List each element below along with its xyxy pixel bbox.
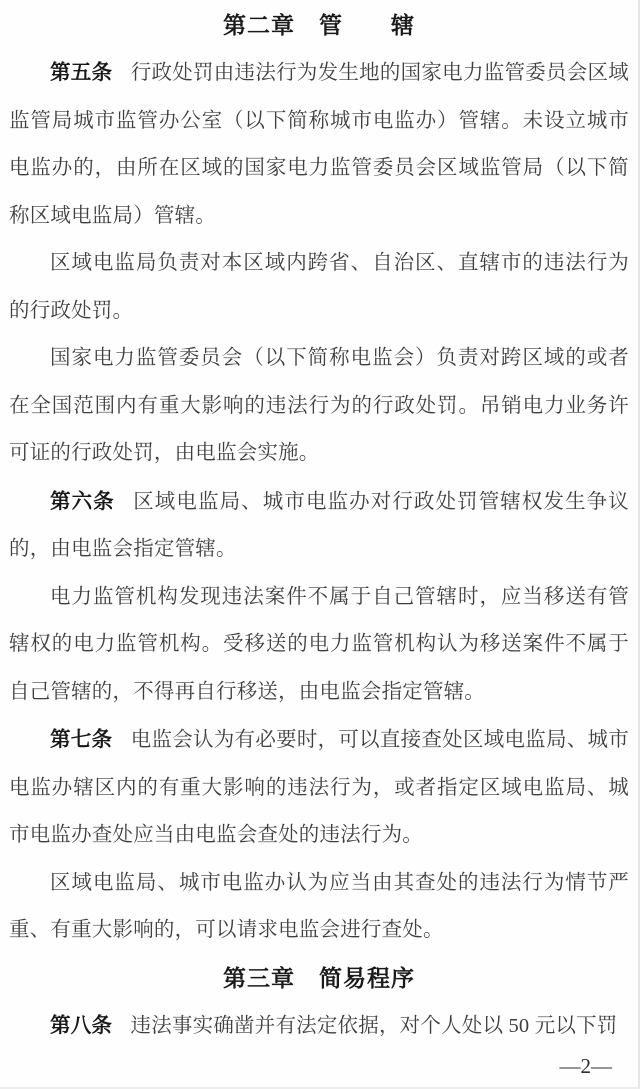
article-8-number: 第八条 bbox=[50, 1013, 113, 1037]
article-5-number: 第五条 bbox=[50, 61, 113, 84]
article-7-number: 第七条 bbox=[50, 728, 113, 751]
paragraph-case-transfer-text: 电力监管机构发现违法案件不属于自己管辖时，应当移送有管辖权的电力监管机构。受移送的电力监管机构认为移送案件不属于自己管辖的，不得再自行移送，由电监会指定管辖。 bbox=[9, 585, 629, 703]
article-8-text: 违法事实确凿并有法定依据，对个人处以 50 元以下罚 bbox=[130, 1014, 618, 1037]
article-5-paragraph bbox=[9, 49, 629, 240]
article-6-paragraph bbox=[9, 478, 629, 574]
paragraph-serc-jurisdiction bbox=[9, 335, 629, 478]
paragraph-regional-jurisdiction-text: 区域电监局负责对本区域内跨省、自治区、直辖市的违法行为的行政处罚。 bbox=[9, 252, 629, 322]
page-number: —2— bbox=[559, 1054, 612, 1078]
paragraph-serc-jurisdiction-text: 国家电力监管委员会（以下简称电监会）负责对跨区域的或者在全国范围内有重大影响的违法行为的行政处罚。吊销电力业务许可证的行政处罚，由电监会实施。 bbox=[9, 347, 629, 464]
article-6-text: 区域电监局、城市电监办对行政处罚管辖权发生争议的，由电监会指定管辖。 bbox=[9, 490, 629, 560]
paragraph-regional-jurisdiction bbox=[9, 240, 629, 335]
chapter-3-heading: 第三章 简易程序 bbox=[223, 964, 415, 991]
article-5-text: 行政处罚由违法行为发生地的国家电力监管委员会区域监管局城市监管办公室（以下简称城市电监办）管辖。未设立城市电监办的，由所在区域的国家电力监管委员会区域监管局（以下简称区域电监局）管辖。 bbox=[9, 62, 629, 227]
paragraph-request-investigation-text: 区域电监局、城市电监办认为应当由其查处的违法行为情节严重、有重大影响的，可以请求电监会进行查处。 bbox=[9, 871, 629, 941]
article-7-paragraph bbox=[9, 716, 629, 860]
article-6-number: 第六条 bbox=[50, 489, 115, 513]
paragraph-request-investigation bbox=[9, 860, 629, 955]
chapter-2-heading: 第二章 管 辖 bbox=[223, 12, 415, 38]
article-7-text: 电监会认为有必要时，可以直接查处区域电监局、城市电监办辖区内的有重大影响的违法行为，或者指定区域电监局、城市电监办查处应当由电监会查处的违法行为。 bbox=[9, 729, 629, 846]
paragraph-case-transfer bbox=[9, 574, 629, 717]
article-8-paragraph bbox=[9, 1002, 629, 1051]
